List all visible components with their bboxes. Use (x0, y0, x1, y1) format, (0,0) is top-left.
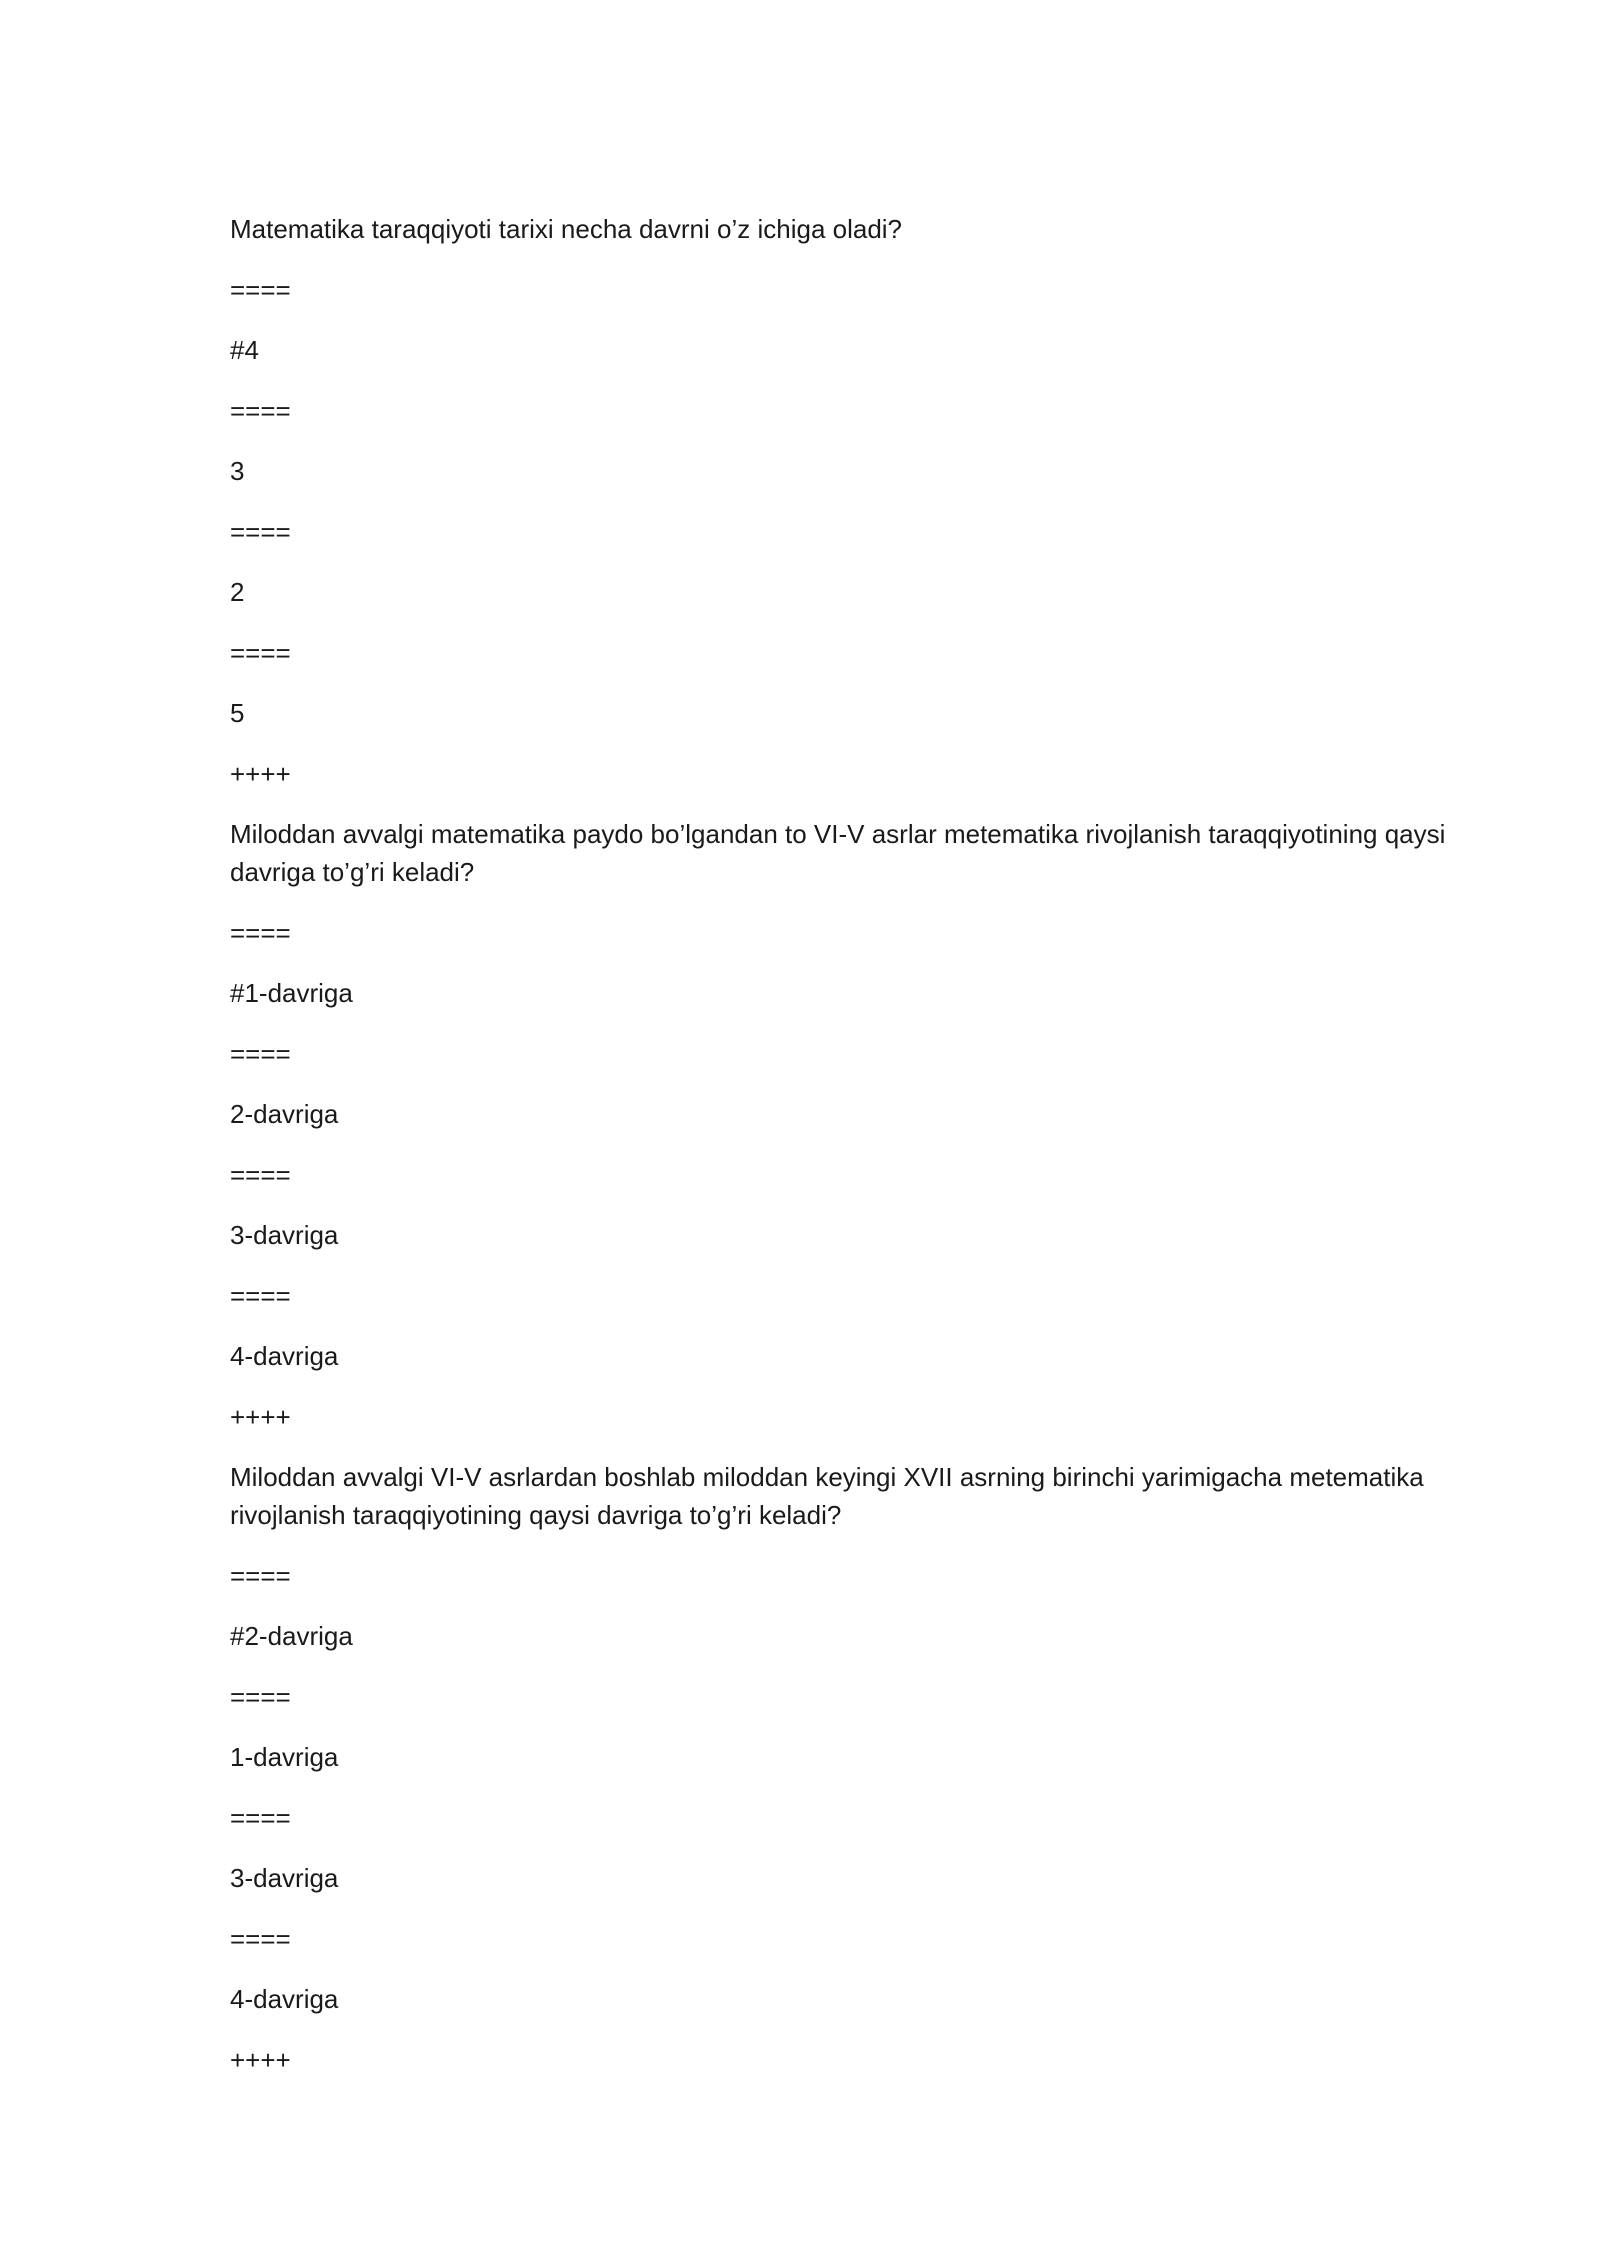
answer-option: 2 (230, 577, 245, 607)
separator: ==== (230, 395, 291, 426)
document-body (230, 210, 1500, 2101)
separator: ==== (230, 1159, 291, 1190)
separator: ==== (230, 516, 291, 547)
separator: ==== (230, 917, 291, 948)
answer-option: 2-davriga (230, 1099, 339, 1129)
question-text: Miloddan avvalgi VI-V asrlardan boshlab miloddan keyingi XVII asrning birinchi yarimigacha metematika rivojlanish taraqqiyotining qaysi davriga to’g’ri keladi? (230, 1462, 1431, 1530)
answer-option: #4 (230, 335, 259, 365)
answer-option: 3-davriga (230, 1863, 339, 1893)
separator: ==== (230, 1681, 291, 1712)
answer-option: 3-davriga (230, 1220, 339, 1250)
answer-option: 5 (230, 698, 245, 728)
answer-option: 3 (230, 456, 245, 486)
separator: ==== (230, 274, 291, 305)
question-end-marker: ++++ (230, 2044, 291, 2075)
separator: ==== (230, 1923, 291, 1954)
question-text: Matematika taraqqiyoti tarixi necha davrni o’z ichiga oladi? (230, 214, 903, 244)
answer-option: #2-davriga (230, 1621, 353, 1651)
separator: ==== (230, 1280, 291, 1311)
separator: ==== (230, 637, 291, 668)
question-text: Miloddan avvalgi matematika paydo bo’lgandan to VI-V asrlar metematika rivojlanish taraqqiyotining qaysi davriga to’g’ri keladi? (230, 819, 1453, 887)
answer-option: 1-davriga (230, 1742, 339, 1772)
answer-option: 4-davriga (230, 1341, 339, 1371)
question-end-marker: ++++ (230, 1401, 291, 1432)
answer-option: #1-davriga (230, 978, 353, 1008)
separator: ==== (230, 1560, 291, 1591)
answer-option: 4-davriga (230, 1984, 339, 2014)
separator: ==== (230, 1802, 291, 1833)
question-end-marker: ++++ (230, 758, 291, 789)
separator: ==== (230, 1038, 291, 1069)
